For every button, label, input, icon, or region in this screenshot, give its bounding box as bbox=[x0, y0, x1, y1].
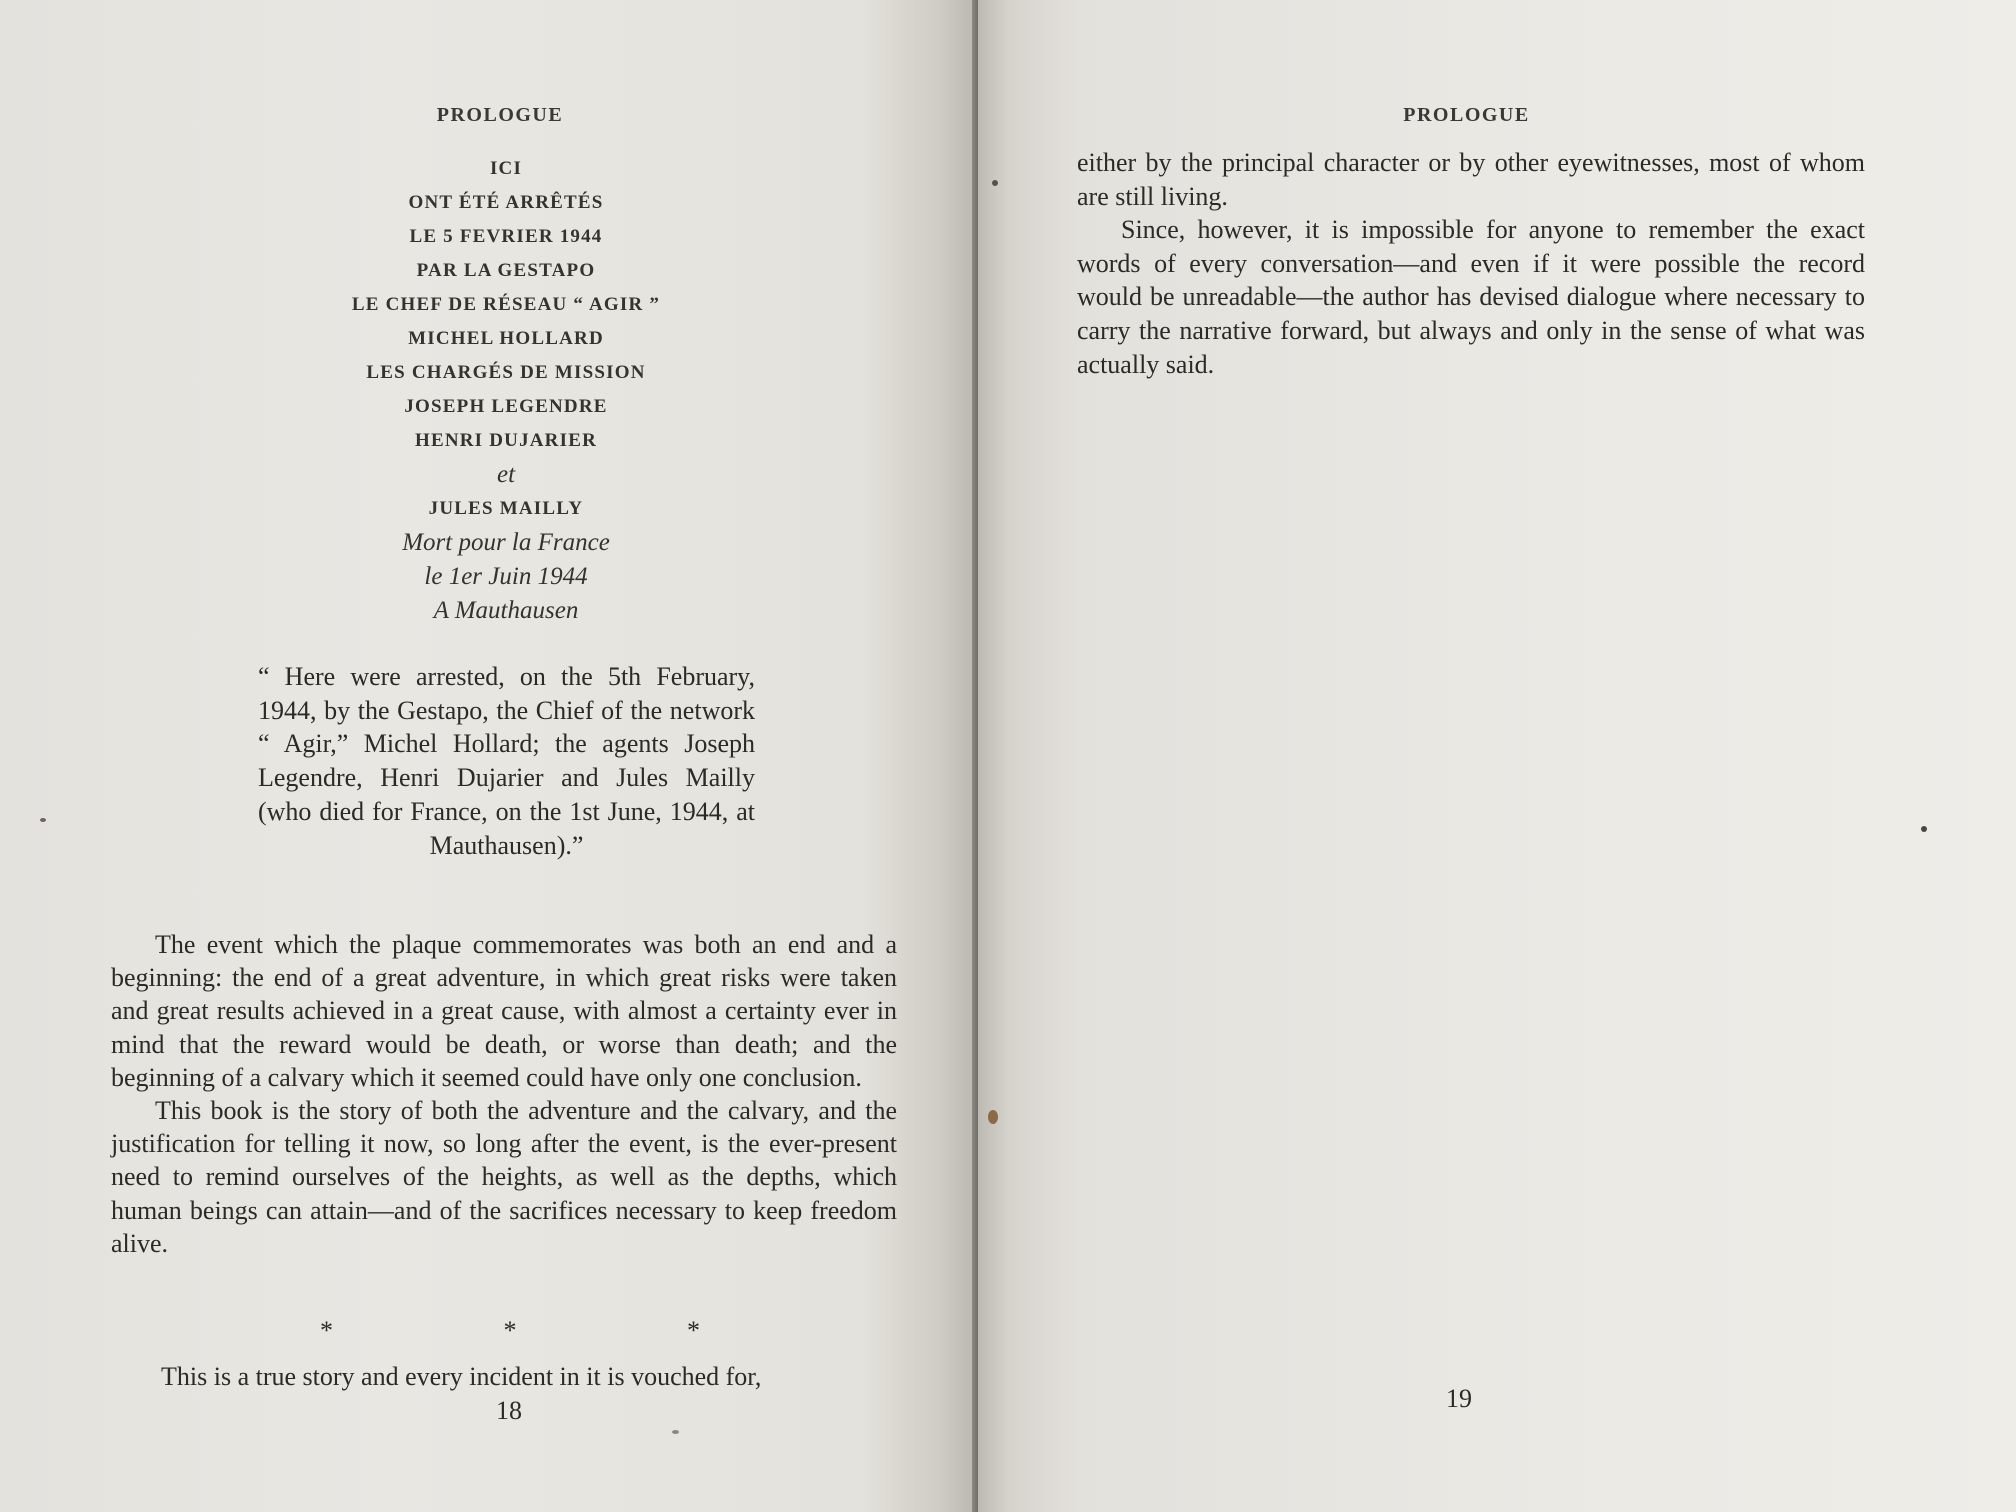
plaque-line: LE 5 FEVRIER 1944 bbox=[409, 226, 603, 247]
plaque-line: JOSEPH LEGENDRE bbox=[404, 396, 608, 417]
right-page bbox=[978, 0, 2016, 1512]
body-text-left bbox=[111, 928, 897, 1260]
paper-stain bbox=[988, 1110, 998, 1124]
section-break-star: * bbox=[687, 1316, 700, 1345]
plaque-line: LES CHARGÉS DE MISSION bbox=[366, 362, 646, 383]
plaque-line: HENRI DUJARIER bbox=[414, 430, 597, 451]
closing-line: This is a true story and every incident in it is vouched for, bbox=[161, 1362, 762, 1391]
section-break-star: * bbox=[503, 1316, 517, 1345]
plaque-line: PAR LA GESTAPO bbox=[416, 260, 596, 281]
plaque-line: LE CHEF DE RÉSEAU “ AGIR ” bbox=[351, 294, 661, 315]
plaque-line: A Mauthausen bbox=[433, 597, 579, 624]
plaque-line: ONT ÉTÉ ARRÊTÉS bbox=[408, 192, 604, 213]
running-head-right: PROLOGUE bbox=[1403, 104, 1530, 126]
paragraph: either by the principal character or by other eyewitnesses, most of whom are still living. bbox=[1077, 148, 1865, 211]
section-break-star: * bbox=[320, 1316, 333, 1345]
body-text-right bbox=[1077, 146, 1865, 381]
paper-speck bbox=[40, 818, 46, 822]
plaque-translation: “ Here were arrested, on the 5th February, 1944, by the Gestapo, the Chief of the network “ Agir,” Michel Hollard; the agents Joseph Legendre, Henri Dujarier and Jules Mailly (who died for France, on the 1st June, 1944, at Mauthausen).” bbox=[258, 662, 755, 860]
section-break bbox=[320, 1316, 700, 1346]
paragraph: This book is the story of both the adventure and the calvary, and the justification for telling it now, so long after the event, is the ever-present need to remind ourselves of the heights, as well as the depths, which human beings can attain—and of the sacrifices necessary to keep freedom alive. bbox=[111, 1096, 897, 1258]
plaque-inscription bbox=[0, 152, 978, 628]
paper-speck bbox=[1921, 826, 1927, 832]
paragraph: Since, however, it is impossible for anyone to remember the exact words of every conversation—and even if it were possible the record would be unreadable—the author has devised dialogue where necessary to carry the narrative forward, but always and only in the sense of what was actually said. bbox=[1077, 215, 1865, 379]
paper-speck bbox=[672, 1430, 679, 1434]
plaque-line: Mort pour la France bbox=[402, 529, 610, 556]
left-page bbox=[0, 0, 978, 1512]
plaque-line: le 1er Juin 1944 bbox=[424, 563, 588, 590]
page-number-right: 19 bbox=[1446, 1384, 1472, 1413]
running-head-left: PROLOGUE bbox=[436, 104, 564, 126]
paragraph: The event which the plaque commemorates was both an end and a beginning: the end of a great adventure, in which great risks were taken and great results achieved in a great cause, with almost a certainty ever in mind that the reward would be death, or worse than death; and the beginning of a calvary which it seemed could have only one conclusion. bbox=[111, 930, 897, 1092]
page-number-left: 18 bbox=[496, 1396, 522, 1425]
plaque-line: ICI bbox=[489, 158, 523, 179]
plaque-line: MICHEL HOLLARD bbox=[408, 328, 604, 349]
paper-speck bbox=[992, 180, 998, 186]
plaque-line: et bbox=[496, 461, 516, 488]
plaque-line: JULES MAILLY bbox=[428, 498, 584, 519]
